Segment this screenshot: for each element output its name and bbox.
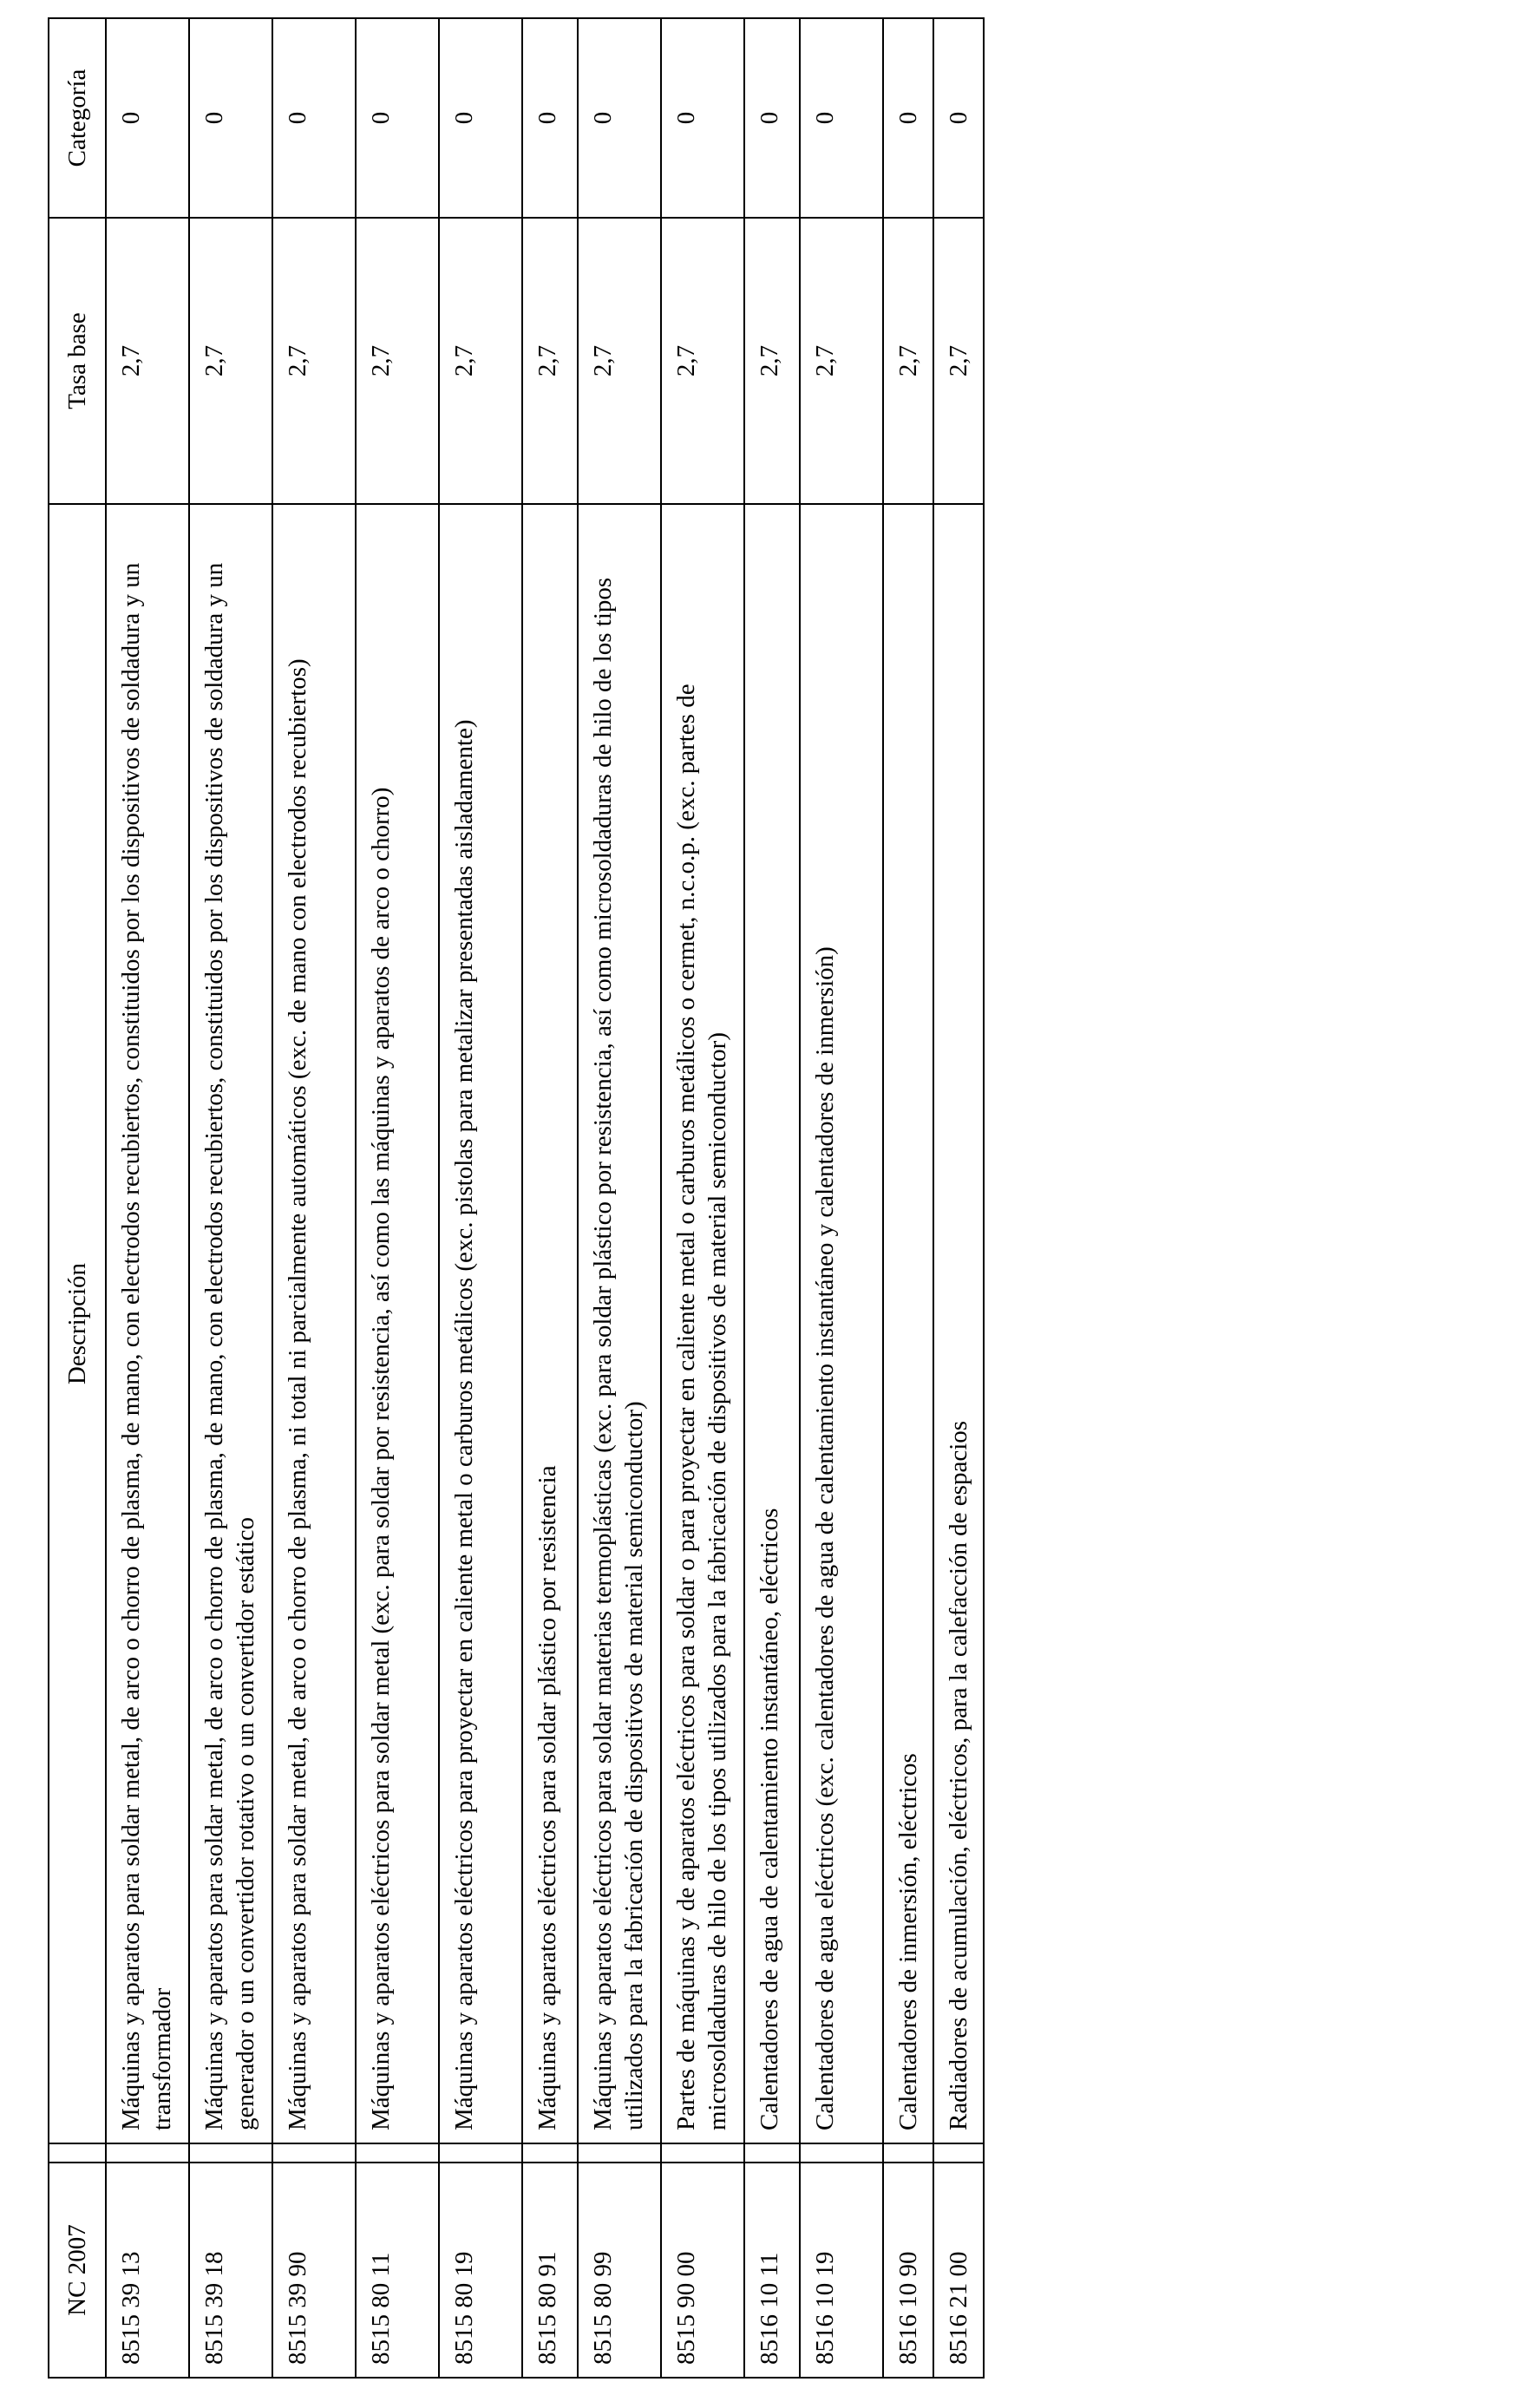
table-row	[356, 18, 439, 2378]
cell-code: 8515 39 90	[272, 2163, 356, 2378]
rotated-table-container	[48, 19, 1175, 2379]
table-row	[661, 18, 744, 2378]
cell-gap	[883, 2143, 933, 2163]
cell-code: 8515 39 18	[189, 2163, 272, 2378]
table-header-row	[49, 18, 106, 2378]
cell-description: Calentadores de agua de calentamiento instantáneo, eléctricos	[744, 504, 800, 2143]
cell-description: Partes de máquinas y de aparatos eléctricos para soldar o para proyectar en caliente metal o carburos metálicos o cermet, n.c.o.p. (exc. partes de microsoldaduras de hilo de los tipos utilizados para la fabricación de dispositivos de material semiconductor)	[661, 504, 744, 2143]
cell-base-rate: 2,7	[106, 218, 189, 504]
header-category: Categoría	[49, 18, 106, 218]
cell-description: Máquinas y aparatos para soldar metal, de arco o chorro de plasma, ni total ni parcialmente automáticos (exc. de mano con electrodos recubiertos)	[272, 504, 356, 2143]
cell-code: 8515 80 19	[439, 2163, 522, 2378]
table-row	[189, 18, 272, 2378]
cell-gap	[439, 2143, 522, 2163]
cell-category: 0	[439, 18, 522, 218]
cell-category: 0	[578, 18, 661, 218]
table-row	[744, 18, 800, 2378]
cell-description: Máquinas y aparatos eléctricos para soldar materias termoplásticas (exc. para soldar plástico por resistencia, así como microsoldaduras de hilo de los tipos utilizados para la fabricación de dispositivos de material semiconductor)	[578, 504, 661, 2143]
cell-gap	[578, 2143, 661, 2163]
cell-base-rate: 2,7	[578, 218, 661, 504]
cell-code: 8516 10 19	[800, 2163, 883, 2378]
table-row	[106, 18, 189, 2378]
cell-category: 0	[106, 18, 189, 218]
cell-description: Máquinas y aparatos para soldar metal, de arco o chorro de plasma, de mano, con electrodos recubiertos, constituidos por los dispositivos de soldadura y un transformador	[106, 504, 189, 2143]
header-description: Descripción	[49, 504, 106, 2143]
cell-code: 8515 80 11	[356, 2163, 439, 2378]
cell-category: 0	[883, 18, 933, 218]
cell-code: 8515 90 00	[661, 2163, 744, 2378]
cell-base-rate: 2,7	[744, 218, 800, 504]
table-row	[883, 18, 933, 2378]
cell-base-rate: 2,7	[272, 218, 356, 504]
cell-category: 0	[356, 18, 439, 218]
tariff-table	[48, 17, 985, 2379]
table-row	[933, 18, 984, 2378]
cell-description: Radiadores de acumulación, eléctricos, para la calefacción de espacios	[933, 504, 984, 2143]
header-base-rate: Tasa base	[49, 218, 106, 504]
cell-description: Calentadores de agua eléctricos (exc. calentadores de agua de calentamiento instantáneo y calentadores de inmersión)	[800, 504, 883, 2143]
header-code: NC 2007	[49, 2163, 106, 2378]
cell-category: 0	[272, 18, 356, 218]
cell-description: Calentadores de inmersión, eléctricos	[883, 504, 933, 2143]
table-row	[272, 18, 356, 2378]
cell-base-rate: 2,7	[356, 218, 439, 504]
cell-category: 0	[744, 18, 800, 218]
cell-gap	[744, 2143, 800, 2163]
cell-gap	[106, 2143, 189, 2163]
cell-base-rate: 2,7	[439, 218, 522, 504]
cell-code: 8515 39 13	[106, 2163, 189, 2378]
cell-category: 0	[661, 18, 744, 218]
cell-description: Máquinas y aparatos eléctricos para soldar metal (exc. para soldar por resistencia, así como las máquinas y aparatos de arco o chorro)	[356, 504, 439, 2143]
cell-code: 8516 10 90	[883, 2163, 933, 2378]
cell-category: 0	[522, 18, 578, 218]
cell-category: 0	[933, 18, 984, 218]
cell-description: Máquinas y aparatos eléctricos para proyectar en caliente metal o carburos metálicos (exc. pistolas para metalizar presentadas aisladamente)	[439, 504, 522, 2143]
cell-gap	[189, 2143, 272, 2163]
cell-category: 0	[189, 18, 272, 218]
cell-code: 8515 80 91	[522, 2163, 578, 2378]
cell-base-rate: 2,7	[661, 218, 744, 504]
cell-gap	[933, 2143, 984, 2163]
cell-gap	[356, 2143, 439, 2163]
cell-description: Máquinas y aparatos para soldar metal, de arco o chorro de plasma, de mano, con electrodos recubiertos, constituidos por los dispositivos de soldadura y un generador o un convertidor rotativo o un convertidor estático	[189, 504, 272, 2143]
cell-base-rate: 2,7	[933, 218, 984, 504]
table-row	[522, 18, 578, 2378]
cell-gap	[661, 2143, 744, 2163]
cell-base-rate: 2,7	[189, 218, 272, 504]
cell-code: 8515 80 99	[578, 2163, 661, 2378]
cell-gap	[522, 2143, 578, 2163]
table-row	[578, 18, 661, 2378]
cell-base-rate: 2,7	[522, 218, 578, 504]
cell-code: 8516 10 11	[744, 2163, 800, 2378]
cell-gap	[800, 2143, 883, 2163]
cell-gap	[272, 2143, 356, 2163]
header-gap	[49, 2143, 106, 2163]
cell-base-rate: 2,7	[800, 218, 883, 504]
cell-description: Máquinas y aparatos eléctricos para soldar plástico por resistencia	[522, 504, 578, 2143]
table-row	[800, 18, 883, 2378]
table-row	[439, 18, 522, 2378]
cell-base-rate: 2,7	[883, 218, 933, 504]
cell-category: 0	[800, 18, 883, 218]
cell-code: 8516 21 00	[933, 2163, 984, 2378]
